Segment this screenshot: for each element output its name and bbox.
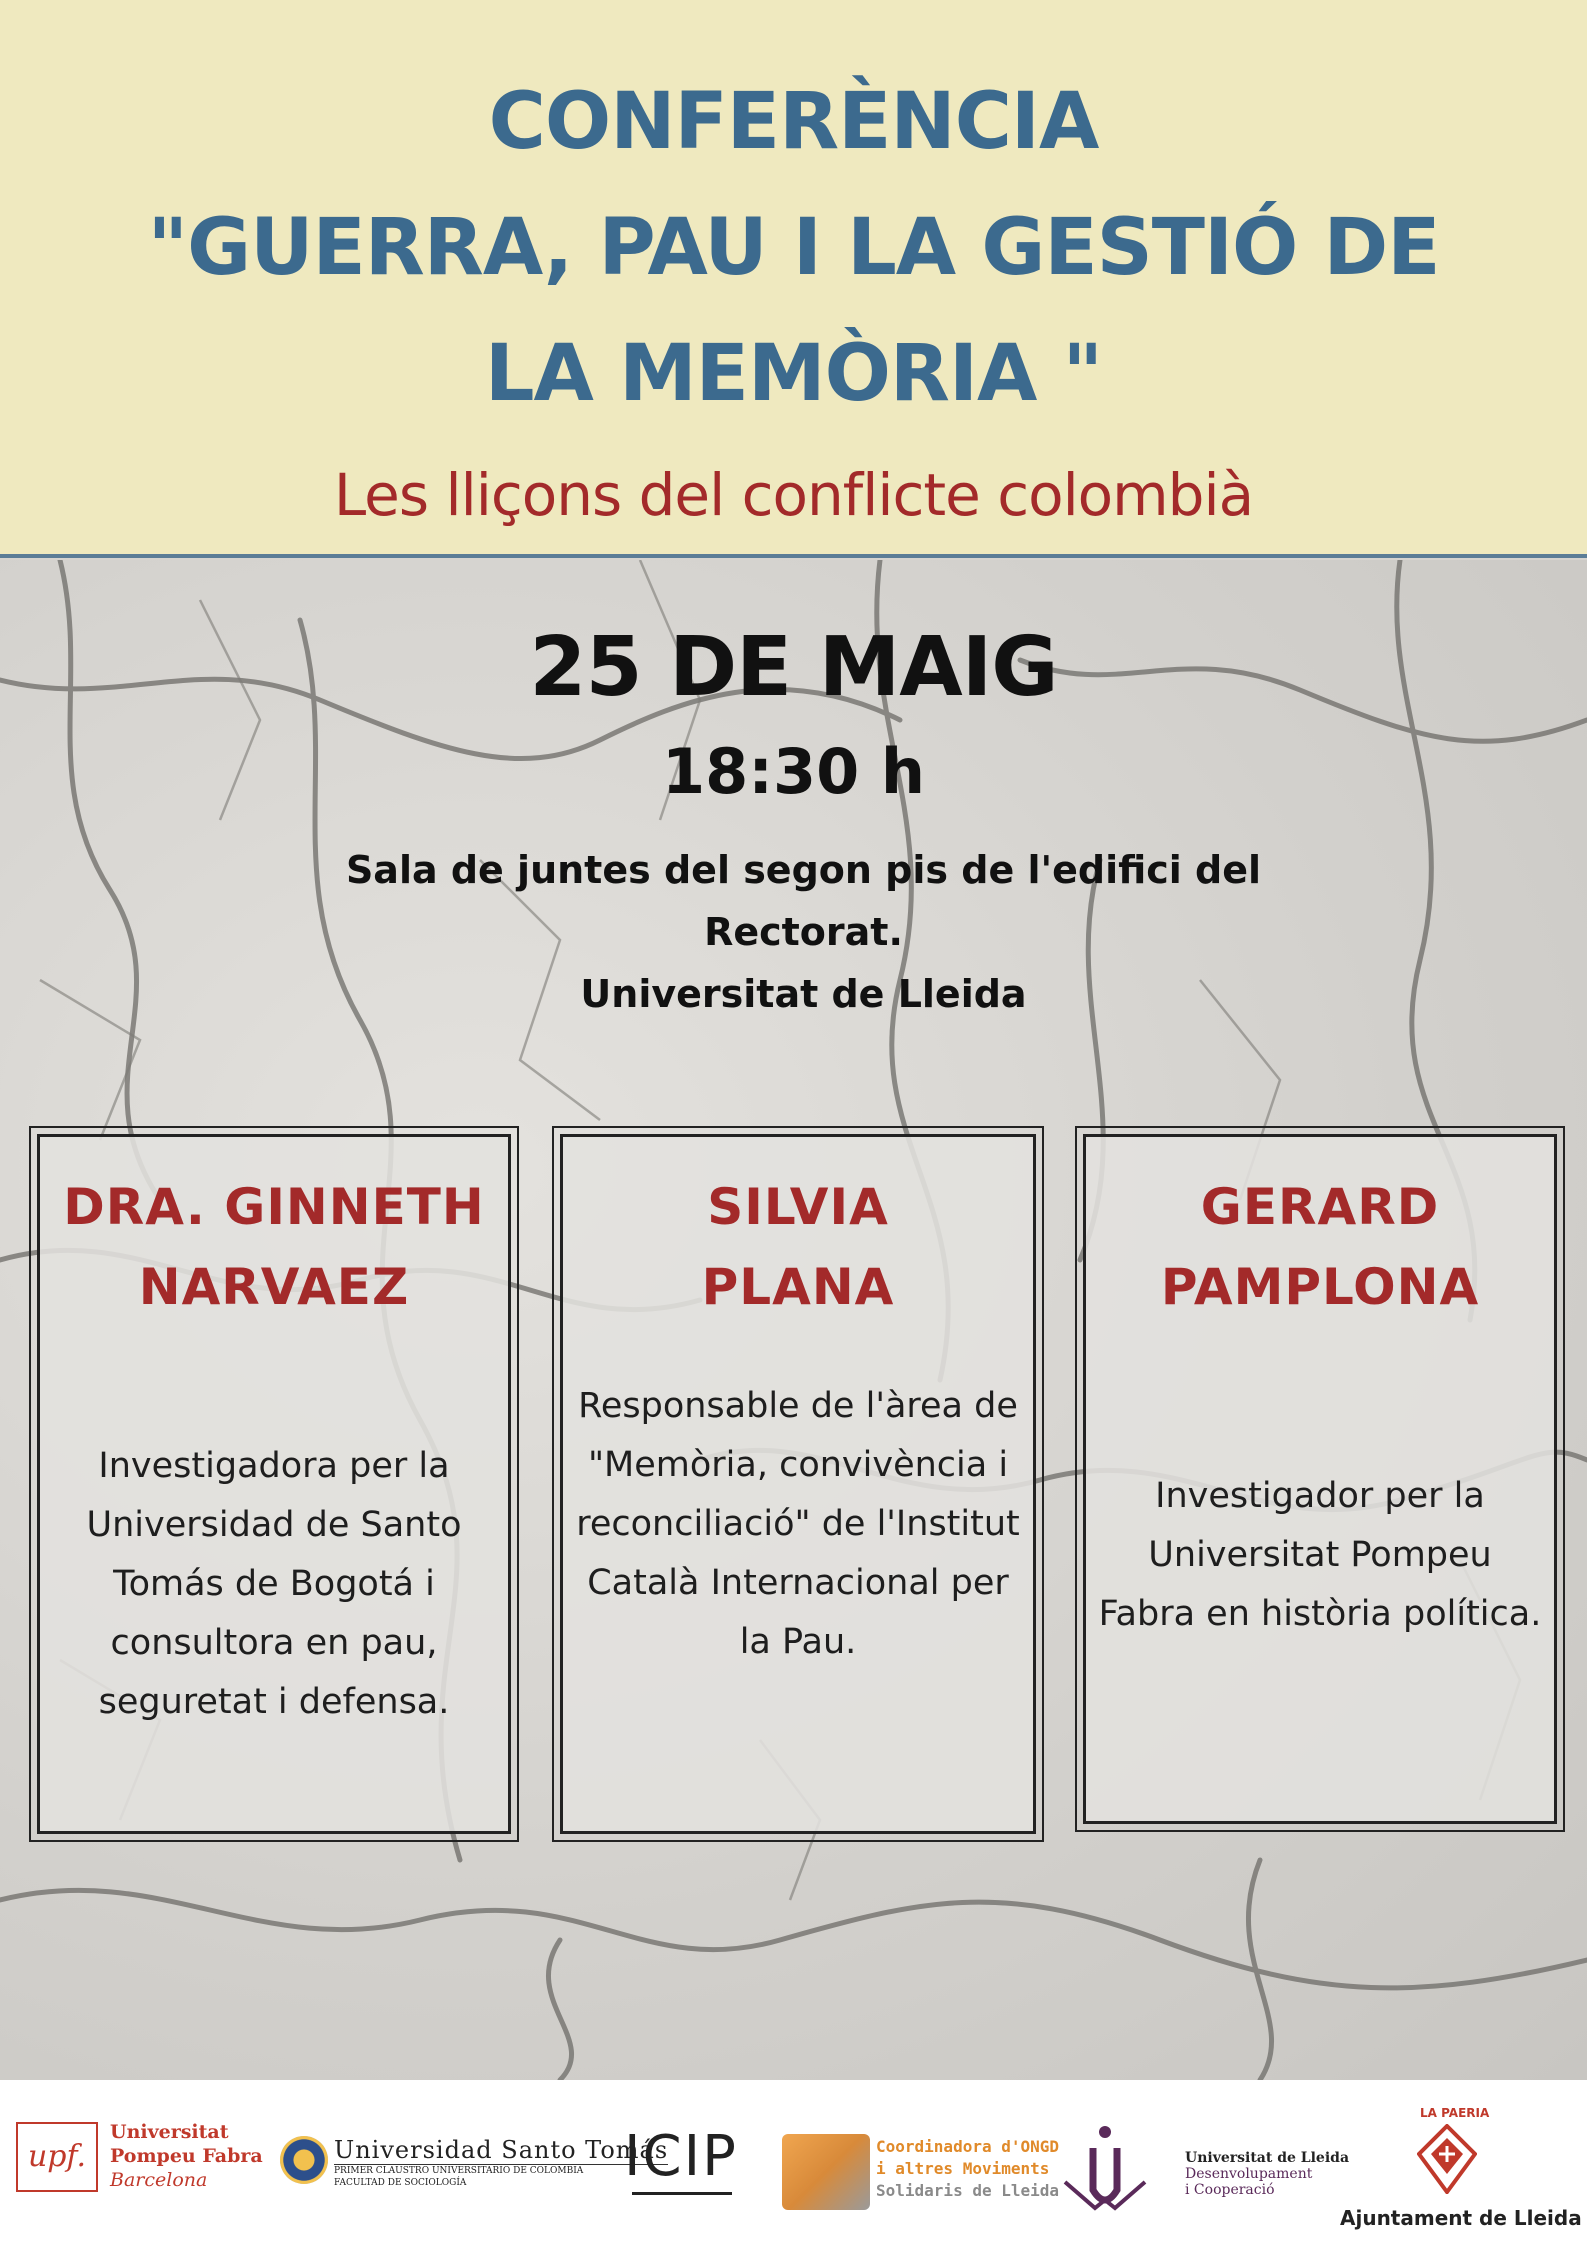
upf-logo-text xyxy=(110,2120,263,2192)
icip-logo: ICIP xyxy=(624,2124,738,2189)
paeria-name: Ajuntament de Lleida xyxy=(1340,2206,1582,2230)
ust-seal-icon xyxy=(280,2136,328,2184)
udl-line-1: Universitat de Lleida xyxy=(1185,2150,1350,2166)
location-line-3: Universitat de Lleida xyxy=(580,972,1027,1016)
upf-line-3: Barcelona xyxy=(110,2169,208,2191)
coord-line-1: Coordinadora d'ONGD xyxy=(876,2137,1060,2156)
udl-line-2: Desenvolupament xyxy=(1185,2166,1313,2182)
speaker-card xyxy=(560,1134,1036,1834)
event-date: 25 DE MAIG xyxy=(529,620,1058,715)
speaker-card xyxy=(37,1134,511,1834)
speaker-description: Investigador per la Universitat Pompeu Fabra en història política. xyxy=(1098,1476,1542,1634)
paeria-top-label: LA PAERIA xyxy=(1420,2106,1490,2120)
speaker-description: Investigadora per la Universidad de Santo Tomás de Bogotá i consultora en pau, seguretat i defensa. xyxy=(86,1446,462,1722)
speaker-name-line-2: PAMPLONA xyxy=(1160,1258,1480,1316)
ust-line-2: PRIMER CLAUSTRO UNIVERSITARIO DE COLOMBIA xyxy=(334,2164,668,2177)
paeria-shield-icon xyxy=(1417,2124,1477,2194)
subtitle: Les lliçons del conflicte colombià xyxy=(333,461,1254,529)
location-line-1: Sala de juntes del segon pis de l'edifici del xyxy=(345,848,1262,892)
speaker-name-line-1: DRA. GINNETH xyxy=(63,1178,485,1236)
ust-line-3: FACULTAD DE SOCIOLOGÍA xyxy=(334,2178,467,2188)
speaker-card xyxy=(1083,1134,1557,1824)
upf-logo-icon: upf. xyxy=(16,2122,98,2192)
udl-emblem-icon xyxy=(1055,2120,1155,2220)
udl-line-3: i Cooperació xyxy=(1185,2182,1275,2198)
coordinadora-hands-icon xyxy=(782,2134,870,2210)
coord-line-3: Solidaris de Lleida xyxy=(876,2181,1060,2200)
speaker-description: Responsable de l'àrea de "Memòria, convivència i reconciliació" de l'Institut Català Internacional per la Pau. xyxy=(576,1386,1020,1662)
speaker-name-line-1: GERARD xyxy=(1200,1178,1440,1236)
upf-line-2: Pompeu Fabra xyxy=(110,2145,263,2167)
coord-line-2: i altres Moviments xyxy=(876,2159,1050,2178)
header-band xyxy=(0,0,1587,558)
event-time: 18:30 h xyxy=(661,735,926,808)
title-line-2: "GUERRA, PAU I LA GESTIÓ DE xyxy=(147,203,1440,293)
ust-logo-text xyxy=(334,2136,668,2189)
speaker-name-line-1: SILVIA xyxy=(707,1178,889,1236)
speaker-name-line-2: PLANA xyxy=(701,1258,895,1316)
upf-line-1: Universitat xyxy=(110,2121,229,2143)
speaker-name-line-2: NARVAEZ xyxy=(138,1258,410,1316)
ust-name: Universidad Santo Tomás xyxy=(334,2136,669,2164)
title-line-1: CONFERÈNCIA xyxy=(488,77,1099,167)
udl-logo-text xyxy=(1185,2150,1349,2198)
title-line-3: LA MEMÒRIA " xyxy=(484,329,1103,419)
icip-underline xyxy=(632,2192,732,2195)
sponsor-footer xyxy=(0,2080,1587,2245)
coordinadora-logo-text xyxy=(876,2136,1059,2202)
location-line-2: Rectorat. xyxy=(704,910,903,954)
